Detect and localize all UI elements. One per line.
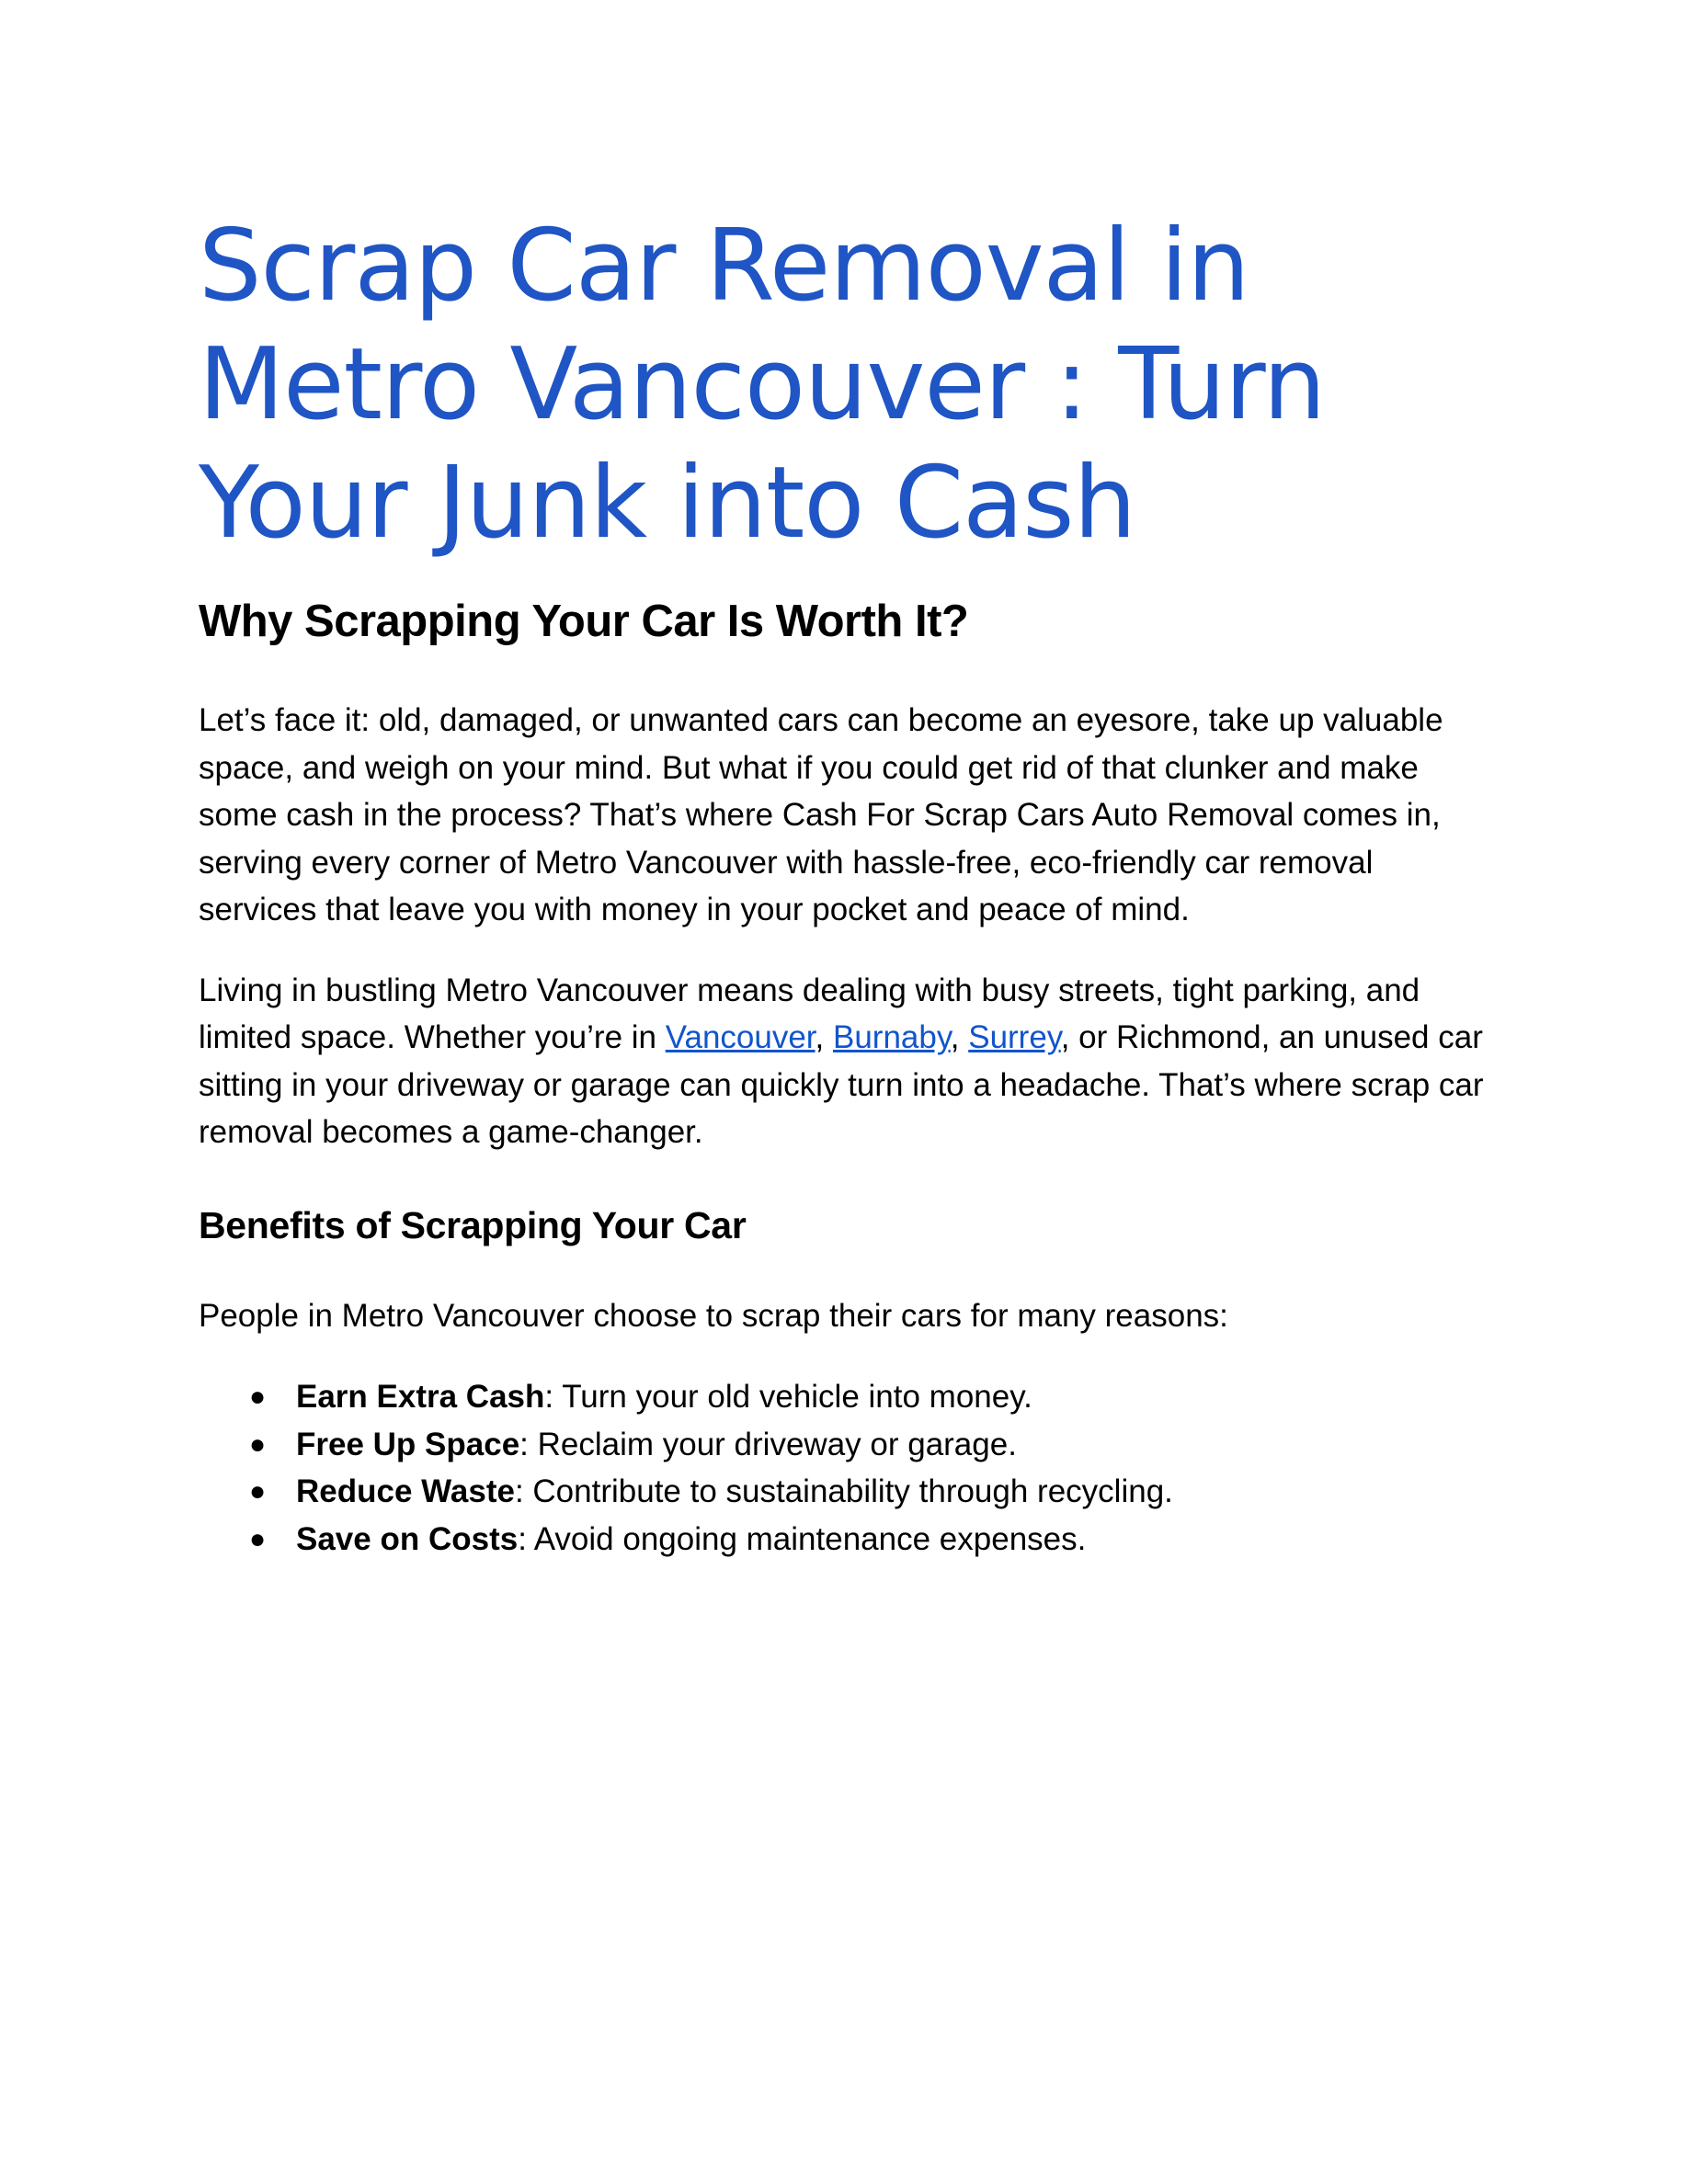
benefit-term: Earn Extra Cash	[296, 1379, 545, 1415]
cities-paragraph	[199, 967, 1495, 1156]
benefit-term: Save on Costs	[296, 1520, 519, 1557]
bullet-icon: ●	[249, 1523, 267, 1554]
cities-paragraph-text-before: Living in bustling Metro Vancouver means dealing with busy streets, tight parking, and limited space. Whether you’re in	[199, 972, 1420, 1055]
bullet-icon: ●	[249, 1476, 267, 1507]
page-title: Scrap Car Removal in Metro Vancouver : Turn Your Junk into Cash	[199, 209, 1326, 561]
list-item	[199, 1421, 1495, 1469]
link-surrey[interactable]: Surrey	[968, 1019, 1061, 1055]
intro-paragraph: Let’s face it: old, damaged, or unwanted cars can become an eyesore, take up valuable space, and weigh on your mind. But what if you could get rid of that clunker and make some cash in the process? That’s where Cash For Scrap Cars Auto Removal comes in, serving every corner of Metro Vancouver with hassle-free, eco-friendly car removal services that leave you with money in your pocket and peace of mind.	[199, 702, 1443, 927]
heading-benefits: Benefits of Scrapping Your Car	[199, 1203, 747, 1246]
benefits-list	[199, 1373, 1495, 1563]
cities-paragraph-text-after: , or Richmond, an unused car sitting in your driveway or garage can quickly turn into a headache. That’s where scrap car removal becomes a game-changer.	[199, 1019, 1484, 1150]
heading-why-scrapping: Why Scrapping Your Car Is Worth It?	[199, 597, 969, 646]
bullet-icon: ●	[249, 1382, 267, 1412]
benefit-description: : Turn your old vehicle into money.	[544, 1379, 1032, 1415]
reasons-intro-paragraph: People in Metro Vancouver choose to scrap their cars for many reasons:	[199, 1297, 1228, 1334]
benefit-description: : Avoid ongoing maintenance expenses.	[518, 1520, 1087, 1557]
list-item	[199, 1468, 1495, 1516]
separator: ,	[815, 1019, 833, 1055]
list-item	[199, 1373, 1495, 1421]
benefit-term: Free Up Space	[296, 1426, 520, 1462]
benefit-description: : Contribute to sustainability through recycling.	[514, 1473, 1173, 1509]
benefit-term: Reduce Waste	[296, 1473, 515, 1509]
list-item	[199, 1516, 1495, 1564]
link-vancouver[interactable]: Vancouver	[665, 1019, 815, 1055]
separator: ,	[950, 1019, 969, 1055]
bullet-icon: ●	[249, 1428, 267, 1460]
benefit-description: : Reclaim your driveway or garage.	[519, 1426, 1017, 1462]
document-page	[199, 207, 1495, 1563]
link-burnaby[interactable]: Burnaby	[833, 1019, 951, 1055]
